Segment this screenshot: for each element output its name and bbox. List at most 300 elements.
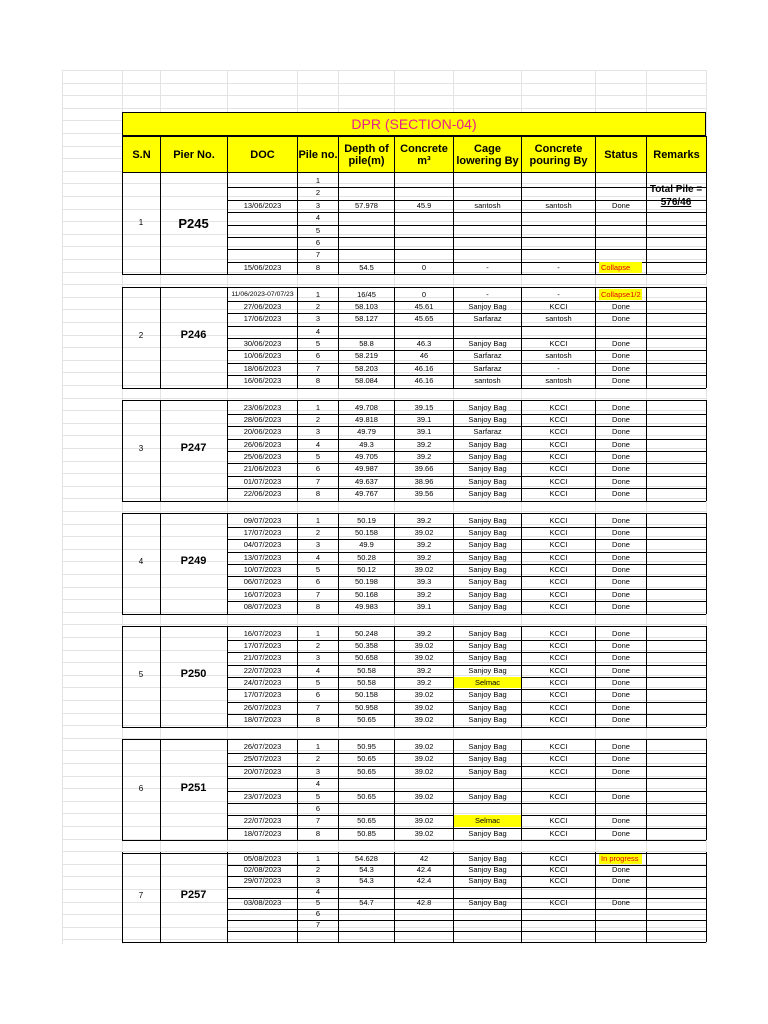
depth-cell: 49.818 (355, 414, 378, 424)
cage-lowering-cell (454, 887, 521, 897)
status-cell: Done (612, 665, 630, 675)
column-border (706, 287, 707, 388)
depth-cell: 58.8 (359, 339, 374, 348)
concrete-pouring-cell (522, 909, 595, 919)
depth-cell: 50.65 (357, 715, 376, 725)
concrete-pouring-cell: KCCI (549, 464, 568, 474)
gridline (62, 284, 706, 285)
serial-number: 5 (138, 670, 144, 679)
status-cell: Done (612, 702, 630, 712)
concrete-pouring-cell: KCCI (549, 678, 568, 687)
concrete-pouring-cell: KCCI (549, 816, 568, 826)
pile-number-cell: 2 (315, 414, 321, 424)
concrete-pouring-cell: KCCI (549, 589, 568, 599)
row-border (227, 274, 706, 275)
status-cell (596, 920, 646, 930)
pile-number-cell: 1 (315, 854, 321, 863)
concrete-pouring-cell: KCCI (549, 854, 568, 863)
status-cell: Done (612, 653, 630, 663)
depth-cell: 16/45 (357, 289, 376, 299)
concrete-pouring-cell: KCCI (549, 865, 568, 874)
concrete-pouring-cell: KCCI (549, 640, 568, 650)
concrete-cell: 39.02 (414, 565, 434, 574)
pile-number-cell: 4 (315, 779, 321, 789)
status-cell (596, 887, 646, 897)
depth-cell: 50.65 (357, 791, 376, 801)
concrete-cell: 39.02 (414, 754, 434, 764)
doc-cell: 03/08/2023 (243, 898, 282, 907)
cage-lowering-cell: Sanjoy Bag (468, 898, 507, 907)
doc-cell: 06/07/2023 (243, 577, 282, 587)
concrete-pouring-cell: - (557, 262, 560, 272)
status-cell: Done (612, 754, 630, 764)
doc-cell (228, 326, 297, 337)
concrete-pouring-cell: KCCI (549, 402, 568, 412)
cage-lowering-cell: Sanjoy Bag (468, 301, 507, 311)
doc-cell (228, 237, 297, 248)
status-cell: Done (612, 515, 630, 525)
concrete-cell: 42 (419, 854, 429, 863)
doc-cell: 08/07/2023 (243, 602, 282, 612)
status-cell (596, 225, 646, 236)
depth-cell (339, 778, 394, 789)
concrete-cell: 39.66 (414, 464, 434, 474)
cage-lowering-cell: Sanjoy Bag (468, 791, 507, 801)
status-cell: Done (612, 439, 630, 449)
pile-number-cell: 6 (315, 237, 321, 247)
pile-number-cell: 4 (315, 887, 321, 896)
pile-number-cell: 4 (315, 213, 321, 223)
cage-lowering-cell: Sanjoy Bag (468, 476, 507, 486)
pile-number-cell: 8 (315, 262, 321, 272)
serial-number: 2 (138, 331, 144, 340)
gridline (62, 511, 706, 512)
status-cell: Done (612, 414, 630, 424)
status-cell: Done (612, 602, 630, 612)
concrete-cell: 45.65 (414, 314, 434, 324)
depth-cell: 50.65 (357, 816, 376, 826)
cage-lowering-cell: Sanjoy Bag (468, 754, 507, 764)
concrete-pouring-cell: KCCI (549, 628, 568, 638)
pile-number-cell: 7 (315, 589, 321, 599)
header-concrete: Concrete m³ (394, 136, 454, 173)
doc-cell: 25/07/2023 (243, 754, 282, 764)
status-cell (596, 803, 646, 814)
concrete-cell: 39.1 (416, 427, 432, 437)
status-cell: Done (612, 876, 630, 885)
cage-lowering-cell: Sanjoy Bag (468, 653, 507, 663)
depth-cell (339, 326, 394, 337)
pile-number-cell: 2 (315, 527, 321, 537)
concrete-pouring-cell: KCCI (549, 527, 568, 537)
doc-cell: 17/06/2023 (243, 314, 282, 324)
pile-number-cell: 7 (315, 363, 321, 373)
row-border (227, 727, 706, 728)
pile-number-cell: 7 (315, 816, 321, 826)
doc-cell (228, 909, 297, 919)
doc-cell: 23/07/2023 (243, 791, 282, 801)
pile-number-cell: 1 (315, 176, 321, 185)
doc-cell: 17/07/2023 (243, 527, 282, 537)
status-cell: Done (612, 791, 630, 801)
concrete-pouring-cell: KCCI (549, 665, 568, 675)
doc-cell (228, 212, 297, 223)
cage-lowering-cell: Sanjoy Bag (468, 690, 507, 700)
pile-number-cell: 4 (315, 326, 321, 336)
concrete-pouring-cell: santosh (545, 351, 572, 361)
cage-lowering-cell: Sanjoy Bag (468, 339, 507, 348)
concrete-pouring-cell: KCCI (549, 653, 568, 663)
cage-lowering-cell: Sarfaraz (473, 363, 502, 373)
pile-number-cell: 6 (315, 909, 321, 918)
depth-cell: 58.219 (355, 351, 378, 361)
status-cell: Done (612, 427, 630, 437)
status-cell: Done (612, 898, 630, 907)
doc-cell: 21/07/2023 (243, 653, 282, 663)
depth-cell: 49.9 (359, 540, 374, 550)
concrete-cell (395, 212, 453, 223)
pile-number-cell: 2 (315, 188, 321, 198)
status-cell: Done (612, 540, 630, 550)
depth-cell: 49.983 (355, 602, 378, 612)
cage-lowering-cell: Sarfaraz (473, 351, 502, 361)
status-cell: Done (612, 339, 630, 348)
concrete-cell: 46.16 (414, 376, 434, 386)
depth-cell: 49.3 (359, 439, 374, 449)
concrete-pouring-cell: santosh (545, 376, 572, 386)
status-cell (596, 249, 646, 260)
concrete-cell (395, 249, 453, 260)
pile-number-cell: 2 (315, 865, 321, 874)
cage-lowering-cell: Sanjoy Bag (468, 414, 507, 424)
status-cell: Done (612, 589, 630, 599)
pile-number-cell: 4 (315, 552, 321, 562)
concrete-cell: 39.02 (414, 828, 434, 838)
column-border (706, 513, 707, 614)
cage-lowering-cell: Sarfaraz (473, 427, 502, 437)
concrete-cell: 42.8 (416, 898, 432, 907)
depth-cell: 49.987 (355, 464, 378, 474)
doc-cell: 10/07/2023 (243, 565, 282, 574)
concrete-cell: 39.02 (414, 791, 434, 801)
concrete-cell: 39.02 (414, 766, 434, 776)
concrete-pouring-cell: santosh (545, 314, 572, 324)
pile-number-cell: 1 (315, 289, 321, 299)
pile-number-cell: 8 (315, 376, 321, 386)
doc-cell: 26/07/2023 (243, 702, 282, 712)
doc-cell: 18/06/2023 (243, 363, 282, 373)
remarks-label: Total Pile = (649, 184, 703, 195)
status-cell: Done (612, 628, 630, 638)
status-cell: Done (612, 828, 630, 838)
doc-cell: 11/06/2023-07/07/23 (231, 290, 294, 298)
depth-cell: 49.708 (355, 402, 378, 412)
concrete-pouring-cell: KCCI (549, 577, 568, 587)
concrete-cell: 39.2 (416, 515, 432, 525)
header-status: Status (595, 136, 647, 173)
concrete-pouring-cell (522, 326, 595, 337)
header-sn: S.N (122, 136, 161, 173)
concrete-cell: 38.96 (414, 476, 434, 486)
doc-cell: 16/07/2023 (243, 628, 282, 638)
concrete-pouring-cell: KCCI (549, 414, 568, 424)
doc-cell: 26/06/2023 (243, 439, 282, 449)
status-cell: Done (612, 363, 630, 373)
concrete-cell: 39.3 (416, 577, 432, 587)
depth-cell (339, 803, 394, 814)
status-cell: Done (612, 690, 630, 700)
row-border (227, 614, 706, 615)
concrete-pouring-cell: KCCI (549, 702, 568, 712)
status-cell: Done (612, 742, 630, 751)
concrete-pouring-cell (522, 175, 595, 186)
depth-cell: 58.203 (355, 363, 378, 373)
concrete-cell: 46.16 (414, 363, 434, 373)
cage-lowering-cell: Sanjoy Bag (468, 876, 507, 885)
header-pile: Pile no. (297, 136, 339, 173)
concrete-cell: 39.1 (416, 414, 432, 424)
depth-cell: 54.628 (355, 854, 378, 863)
pile-number-cell: 1 (315, 515, 321, 525)
serial-number: 1 (138, 217, 144, 227)
concrete-cell: 42.4 (416, 876, 432, 885)
pier-number: P251 (180, 781, 207, 794)
cage-lowering-cell: santosh (474, 200, 501, 210)
status-cell: Done (612, 577, 630, 587)
cage-lowering-cell: Sanjoy Bag (468, 527, 507, 537)
pile-number-cell: 7 (315, 476, 321, 486)
depth-cell: 50.65 (357, 766, 376, 776)
concrete-cell (395, 187, 453, 198)
concrete-cell: 39.2 (416, 439, 432, 449)
doc-cell: 23/06/2023 (243, 402, 282, 412)
cage-lowering-cell: Sanjoy Bag (468, 452, 507, 461)
doc-cell: 05/08/2023 (243, 854, 282, 863)
row-border (227, 840, 706, 841)
serial-number: 3 (138, 444, 144, 453)
cage-lowering-cell: Sanjoy Bag (468, 742, 507, 751)
concrete-cell: 39.2 (416, 452, 432, 461)
status-cell (596, 909, 646, 919)
cage-lowering-cell: Sarfaraz (473, 314, 502, 324)
status-cell: Done (612, 314, 630, 324)
pile-number-cell: 1 (315, 402, 321, 412)
depth-cell: 50.65 (357, 754, 376, 764)
header-remarks: Remarks (646, 136, 707, 173)
depth-cell (339, 225, 394, 236)
concrete-pouring-cell: KCCI (549, 876, 568, 885)
depth-cell: 50.58 (357, 665, 376, 675)
depth-cell (339, 187, 394, 198)
column-border (706, 852, 707, 942)
depth-cell: 50.85 (357, 828, 376, 838)
pile-number-cell: 3 (315, 540, 321, 550)
status-cell: Collapse1/2 (601, 289, 641, 299)
concrete-cell: 39.02 (414, 653, 434, 663)
status-cell: Done (612, 766, 630, 776)
concrete-pouring-cell (522, 920, 595, 930)
pile-number-cell: 6 (315, 464, 321, 474)
pile-number-cell: 2 (315, 301, 321, 311)
pier-number: P257 (180, 889, 207, 901)
status-cell: Done (612, 552, 630, 562)
pile-number-cell: 3 (315, 876, 321, 885)
status-cell: Done (612, 376, 630, 386)
cage-lowering-cell: Sanjoy Bag (468, 565, 507, 574)
header-pier: Pier No. (160, 136, 228, 173)
status-cell (596, 778, 646, 789)
pile-number-cell: 5 (315, 791, 321, 801)
doc-cell: 22/06/2023 (243, 489, 282, 499)
concrete-pouring-cell (522, 887, 595, 897)
doc-cell (228, 778, 297, 789)
concrete-cell: 39.2 (416, 665, 432, 675)
cage-lowering-cell: santosh (474, 376, 501, 386)
pile-number-cell: 3 (315, 200, 321, 210)
status-cell: Done (612, 200, 630, 210)
cage-lowering-cell: Sanjoy Bag (468, 439, 507, 449)
doc-cell (228, 175, 297, 186)
status-cell: Done (612, 476, 630, 486)
cage-lowering-cell: - (486, 289, 489, 299)
doc-cell: 09/07/2023 (243, 515, 282, 525)
pile-number-cell: 8 (315, 602, 321, 612)
depth-cell: 54.7 (359, 898, 374, 907)
cage-lowering-cell: Sanjoy Bag (468, 515, 507, 525)
cage-lowering-cell (454, 237, 521, 248)
pile-number-cell: 7 (315, 702, 321, 712)
cage-lowering-cell: Sanjoy Bag (468, 577, 507, 587)
pier-number: P249 (180, 555, 207, 567)
serial-number: 7 (138, 891, 144, 900)
status-cell (596, 212, 646, 223)
doc-cell: 01/07/2023 (243, 476, 282, 486)
concrete-pouring-cell: KCCI (549, 301, 568, 311)
column-border (706, 739, 707, 840)
concrete-cell: 39.2 (416, 552, 432, 562)
cage-lowering-cell: Sanjoy Bag (468, 865, 507, 874)
doc-cell: 21/06/2023 (243, 464, 282, 474)
depth-cell: 50.28 (357, 552, 376, 562)
cage-lowering-cell: Sanjoy Bag (468, 552, 507, 562)
gridline (62, 108, 706, 109)
concrete-cell: 39.15 (414, 402, 434, 412)
cage-lowering-cell: Sanjoy Bag (468, 640, 507, 650)
depth-cell: 49.637 (355, 476, 378, 486)
gridline (62, 70, 706, 71)
concrete-pouring-cell (522, 225, 595, 236)
column-border (706, 400, 707, 501)
cage-lowering-cell: Sanjoy Bag (468, 766, 507, 776)
doc-cell: 25/06/2023 (243, 452, 282, 461)
pile-number-cell: 8 (315, 715, 321, 725)
pile-number-cell: 2 (315, 640, 321, 650)
cage-lowering-cell: Selmac (454, 815, 521, 826)
concrete-cell: 0 (421, 262, 427, 272)
gridline (62, 70, 63, 944)
concrete-pouring-cell: KCCI (549, 602, 568, 612)
concrete-pouring-cell: KCCI (549, 476, 568, 486)
concrete-cell (395, 803, 453, 814)
concrete-pouring-cell: - (557, 289, 560, 299)
gridline (62, 398, 706, 399)
pile-number-cell: 8 (315, 489, 321, 499)
concrete-pouring-cell: KCCI (549, 489, 568, 499)
doc-cell: 22/07/2023 (243, 816, 282, 826)
pile-number-cell: 6 (315, 577, 321, 587)
status-cell: Done (612, 527, 630, 537)
concrete-cell: 42.4 (416, 865, 432, 874)
concrete-pouring-cell (522, 249, 595, 260)
depth-cell: 49.79 (357, 427, 376, 437)
depth-cell: 50.12 (357, 565, 376, 574)
status-cell: Done (612, 715, 630, 725)
cage-lowering-cell (454, 175, 521, 186)
concrete-pouring-cell (522, 187, 595, 198)
cage-lowering-cell (454, 803, 521, 814)
pile-number-cell: 1 (315, 628, 321, 638)
concrete-cell: 39.56 (414, 489, 434, 499)
report-title: DPR (SECTION-04) (122, 112, 706, 136)
depth-cell: 50.158 (355, 690, 378, 700)
cage-lowering-cell: Sanjoy Bag (468, 540, 507, 550)
doc-cell: 20/06/2023 (243, 427, 282, 437)
depth-cell (339, 237, 394, 248)
cage-lowering-cell (454, 225, 521, 236)
concrete-cell: 39.2 (416, 678, 432, 687)
cage-lowering-cell: Sanjoy Bag (468, 402, 507, 412)
status-cell: Done (612, 452, 630, 461)
concrete-cell (395, 237, 453, 248)
depth-cell (339, 175, 394, 186)
cage-lowering-cell (454, 212, 521, 223)
concrete-cell (395, 326, 453, 337)
cage-lowering-cell (454, 920, 521, 930)
pile-number-cell: 4 (315, 439, 321, 449)
status-cell: Done (612, 489, 630, 499)
concrete-pouring-cell (522, 778, 595, 789)
concrete-pouring-cell: KCCI (549, 439, 568, 449)
depth-cell: 50.958 (355, 702, 378, 712)
doc-cell (228, 803, 297, 814)
serial-number: 6 (138, 783, 144, 793)
depth-cell (339, 212, 394, 223)
concrete-cell: 45.9 (416, 200, 432, 210)
cage-lowering-cell (454, 249, 521, 260)
pile-number-cell: 5 (315, 452, 321, 461)
cage-lowering-cell: Sanjoy Bag (468, 854, 507, 863)
pile-number-cell: 1 (315, 742, 321, 751)
concrete-pouring-cell: KCCI (549, 452, 568, 461)
status-cell (596, 237, 646, 248)
concrete-cell: 39.2 (416, 540, 432, 550)
cage-lowering-cell: Sanjoy Bag (468, 828, 507, 838)
cage-lowering-cell (454, 778, 521, 789)
cage-lowering-cell: Selmac (454, 677, 521, 688)
status-cell (596, 175, 646, 186)
doc-cell (228, 887, 297, 897)
cage-lowering-cell: Sanjoy Bag (468, 489, 507, 499)
doc-cell: 17/07/2023 (243, 640, 282, 650)
row-border (227, 501, 706, 502)
status-cell: Done (612, 351, 630, 361)
concrete-cell: 39.2 (416, 589, 432, 599)
cage-lowering-cell (454, 187, 521, 198)
concrete-cell: 39.02 (414, 640, 434, 650)
concrete-pouring-cell: KCCI (549, 828, 568, 838)
concrete-pouring-cell: KCCI (549, 742, 568, 751)
pile-number-cell: 8 (315, 828, 321, 838)
